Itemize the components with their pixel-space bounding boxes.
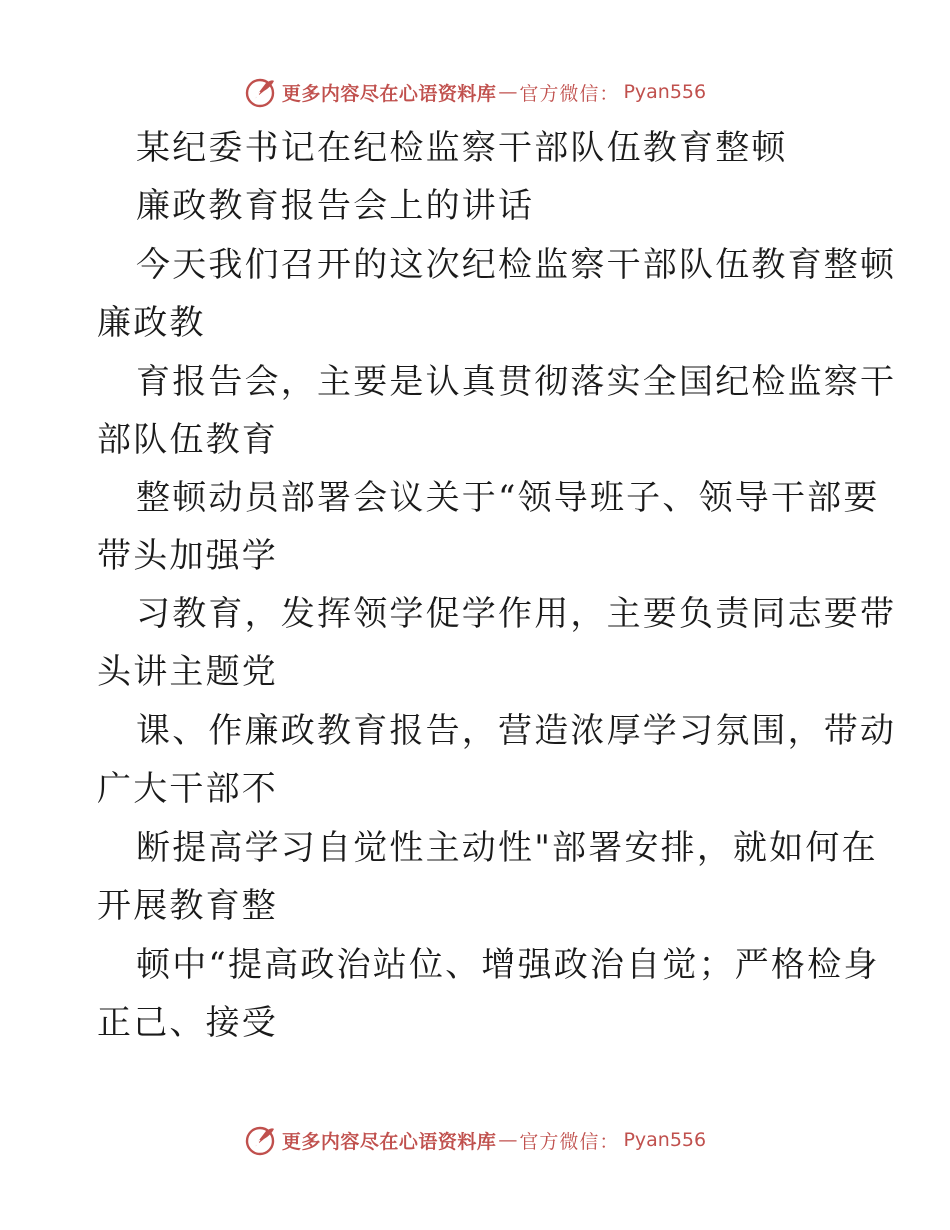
doc-text-line: 习教育，发挥领学促学作用，主要负责同志要带 bbox=[136, 594, 897, 634]
watermark-wechat-id: Pyan556 bbox=[623, 81, 707, 103]
watermark-brand: 更多内容尽在心语资料库 bbox=[281, 1130, 497, 1153]
doc-text-line: 断提高学习自觉性主动性"部署安排，就如何在 bbox=[136, 828, 878, 868]
doc-text-line: 课、作廉政教育报告，营造浓厚学习氛围，带动 bbox=[136, 711, 897, 751]
doc-text-line: 部队伍教育 bbox=[97, 420, 278, 460]
watermark-wechat-label: 官方微信： bbox=[519, 82, 620, 105]
watermark-separator: — bbox=[498, 1129, 518, 1151]
watermark-wechat-id: Pyan556 bbox=[623, 1129, 707, 1151]
quill-pen-circle-icon bbox=[244, 75, 278, 109]
header-watermark bbox=[0, 72, 950, 112]
doc-text-line: 整顿动员部署会议关于“领导班子、领导干部要 bbox=[136, 478, 880, 518]
doc-text-line: 头讲主题党 bbox=[97, 652, 278, 692]
doc-title-line-2: 廉政教育报告会上的讲话 bbox=[136, 186, 535, 226]
doc-text-line: 顿中“提高政治站位、增强政治自觉；严格检身 bbox=[136, 945, 880, 985]
watermark-separator: — bbox=[498, 81, 518, 103]
doc-text-line: 正己、接受 bbox=[97, 1003, 278, 1043]
doc-text-line: 今天我们召开的这次纪检监察干部队伍教育整顿 bbox=[136, 245, 897, 285]
doc-text-line: 育报告会，主要是认真贯彻落实全国纪检监察干 bbox=[136, 362, 897, 402]
doc-text-line: 广大干部不 bbox=[97, 769, 278, 809]
quill-pen-circle-icon bbox=[244, 1123, 278, 1157]
doc-title-line-1: 某纪委书记在纪检监察干部队伍教育整顿 bbox=[136, 128, 788, 168]
doc-text-line: 带头加强学 bbox=[97, 536, 278, 576]
footer-watermark bbox=[0, 1120, 950, 1160]
doc-text-line: 开展教育整 bbox=[97, 886, 278, 926]
doc-text-line: 廉政教 bbox=[97, 303, 206, 343]
watermark-brand: 更多内容尽在心语资料库 bbox=[281, 82, 497, 105]
watermark-wechat-label: 官方微信： bbox=[519, 1130, 620, 1153]
